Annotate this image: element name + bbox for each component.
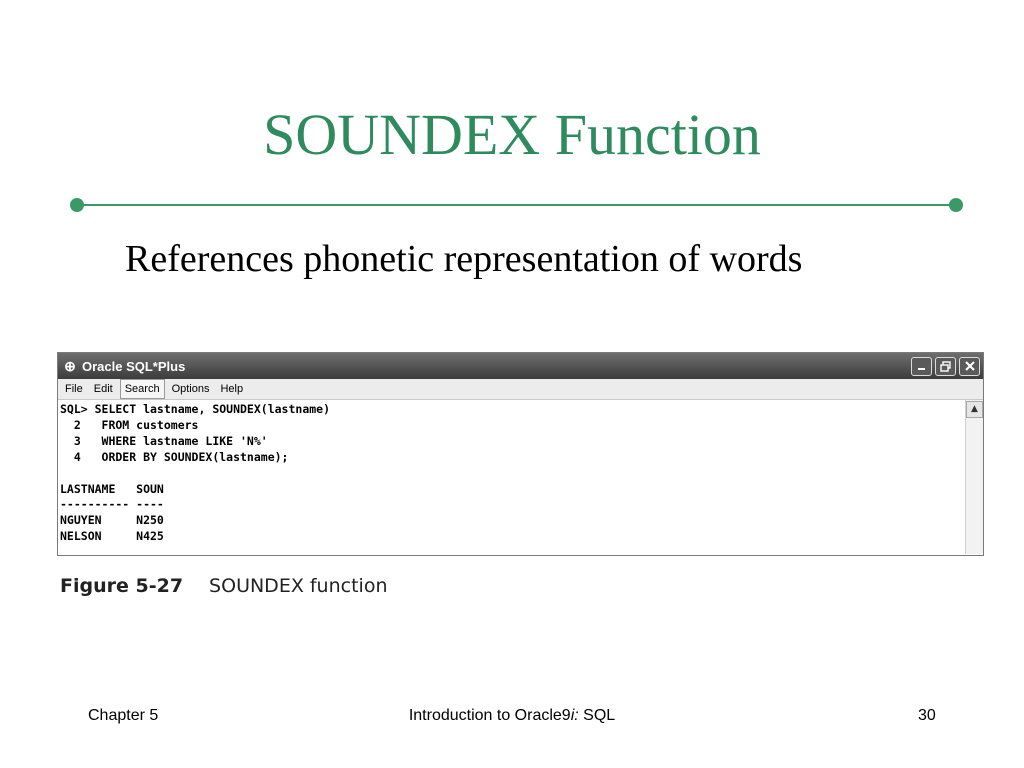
footer-course-prefix: Introduction to Oracle9 [408,707,571,724]
page-number: 30 [918,707,936,724]
slide-subtitle: References phonetic representation of words [125,238,803,280]
menu-bar [58,379,983,400]
console-area[interactable] [58,400,983,554]
figure-number: Figure 5-27 [60,575,184,597]
vertical-scrollbar[interactable] [965,400,983,554]
close-icon [965,361,975,371]
menu-search[interactable]: Search [120,379,165,399]
sqlplus-app-icon: ⊕ [64,357,76,374]
divider-dot-left [70,198,84,212]
scroll-up-arrow-icon[interactable]: ▲ [966,401,983,418]
restore-icon [940,361,951,372]
console-line: 4 ORDER BY SOUNDEX(lastname); [60,449,289,464]
menu-file[interactable]: File [65,383,83,395]
console-line: LASTNAME SOUN [60,481,164,496]
minimize-icon [917,362,926,371]
sqlplus-window [57,352,984,556]
menu-edit[interactable]: Edit [93,383,113,395]
minimize-button[interactable] [911,357,932,376]
console-line: NELSON N425 [60,529,164,544]
menu-help[interactable]: Help [220,383,244,395]
console-line: 3 WHERE lastname LIKE 'N%' [60,433,268,448]
figure-caption-text: SOUNDEX function [209,575,388,597]
footer-course-title [0,707,1024,725]
console-line: NGUYEN N250 [60,513,164,528]
console-line: ---------- ---- [60,497,164,512]
slide-title: SOUNDEX Function [263,102,761,167]
footer-course-italic: i: [570,707,579,724]
console-output[interactable] [60,402,958,552]
title-divider [78,204,956,206]
console-line: 2 FROM customers [60,417,199,432]
footer-chapter: Chapter 5 [88,707,159,724]
window-title: Oracle SQL*Plus [82,358,186,374]
footer-course-suffix: SQL [578,707,616,724]
console-line: SQL> SELECT lastname, SOUNDEX(lastname) [60,402,331,416]
divider-dot-right [949,198,963,212]
restore-button[interactable] [935,357,956,376]
figure-caption [60,575,388,597]
close-button[interactable] [959,357,980,376]
menu-options[interactable]: Options [171,383,210,395]
window-titlebar[interactable] [58,353,983,379]
